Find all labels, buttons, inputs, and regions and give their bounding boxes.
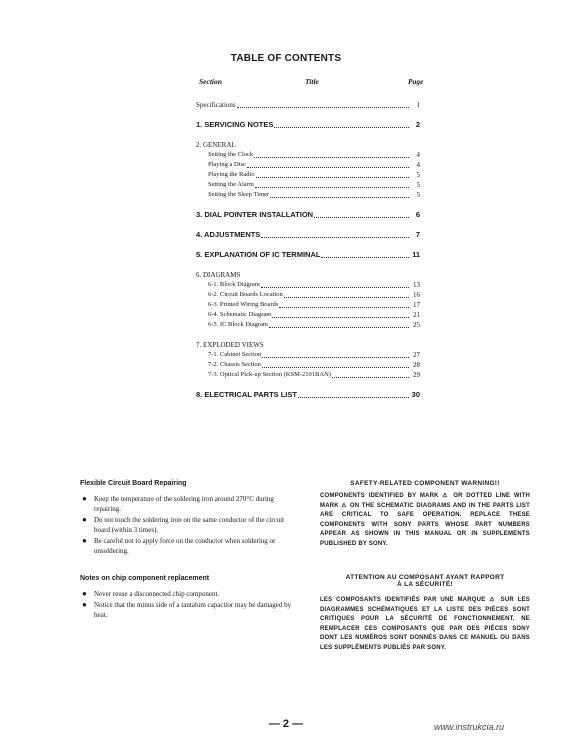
dot-leader [274, 127, 409, 128]
toc-spacer [196, 240, 420, 250]
chip-list [80, 589, 298, 621]
bullet-item [80, 600, 298, 620]
column-header-section: Section [199, 77, 222, 86]
bullet-icon: ● [82, 494, 87, 503]
toc-entry-page: 4 [416, 161, 420, 169]
toc-entry [196, 150, 420, 160]
toc-entry-page: 1 [416, 101, 420, 109]
column-header-title: Title [305, 77, 319, 86]
toc-entry [196, 360, 420, 370]
bullet-item [80, 536, 298, 556]
bullet-icon: ● [82, 600, 87, 609]
dot-leader [332, 377, 409, 378]
toc-entry-page: 11 [412, 250, 420, 259]
toc-entry [196, 210, 420, 220]
bullet-item [80, 589, 298, 599]
toc-entry-label: Setting the Sleep Timer [208, 191, 270, 198]
toc-entry [196, 270, 420, 280]
dot-leader [255, 187, 409, 188]
toc-entry-page: 16 [413, 291, 420, 299]
toc-entry-page: 17 [413, 301, 420, 309]
toc-entry-page: 5 [416, 181, 420, 189]
toc-entry-label: 6. DIAGRAMS [196, 271, 241, 279]
dot-leader [254, 157, 409, 158]
bullet-icon: ● [82, 536, 87, 545]
toc-spacer [196, 220, 420, 230]
bullet-icon: ● [82, 515, 87, 524]
toc-entry [196, 250, 420, 260]
dot-leader [237, 107, 409, 108]
toc-entry-page: 5 [416, 171, 420, 179]
table-of-contents [196, 100, 420, 400]
toc-entry-label: 6-1. Block Diagram [208, 281, 260, 288]
toc-entry-label: 6-5. IC Block Diagram [208, 321, 268, 328]
toc-spacer [196, 200, 420, 210]
dot-leader [262, 367, 409, 368]
toc-entry [196, 230, 420, 240]
safety-warning-text: COMPONENTS IDENTIFIED BY MARK ⚠ OR DOTTED LINE WITH MARK ⚠ ON THE SCHEMATIC DIAGRAMS AND IN THE PARTS LIST ARE CRITICAL TO SAFE OPERATION. REPLACE THESE COMPONENTS WITH SONY PARTS WHOSE PART NUMBERS APPEAR AS SHOWN IN THIS MANUAL OR IN SUPPLEMENTS PUBLISHED BY SONY. [320, 493, 530, 547]
safety-warning-heading-fr: ATTENTION AU COMPOSANT AYANT RAPPORT À LA SÉCURITÉ! [345, 574, 505, 588]
flex-board-heading: Flexible Circuit Board Repairing [80, 480, 187, 487]
toc-entry-page: 30 [411, 390, 420, 399]
toc-entry-label: Playing a Disc [208, 161, 246, 168]
toc-entry-label: 4. ADJUSTMENTS [196, 230, 261, 239]
chip-heading: Notes on chip component replacement [80, 575, 210, 582]
dot-leader [298, 397, 409, 398]
toc-spacer [196, 330, 420, 340]
bullet-icon: ● [82, 589, 87, 598]
flex-board-list [80, 494, 298, 557]
dot-leader [314, 217, 409, 218]
watermark: www.instrukcia.ru [434, 722, 505, 732]
toc-entry-page: 6 [415, 210, 420, 219]
dot-leader [262, 357, 409, 358]
bullet-text: Be careful not to apply force on the conductor when soldering or unsoldering. [94, 537, 276, 555]
bullet-text: Keep the temperature of the soldering iron around 270°C during repairing. [94, 495, 274, 513]
toc-entry [196, 170, 420, 180]
toc-entry-label: Setting the Alarm [208, 181, 254, 188]
bullet-text: Never reuse a disconnected chip component. [94, 590, 220, 598]
toc-entry [196, 140, 420, 150]
toc-entry [196, 340, 420, 350]
toc-entry [196, 180, 420, 190]
safety-warning-text-fr: LES COMPOSANTS IDENTIFIÉS PAR UNE MARQUE ⚠ SUR LES DIAGRAMMES SCHÉMATIQUES ET LA LISTE DES PIÈCES SONT CRITIQUES POUR LA SÉCURITÉ DE FONCTIONNEMENT. NE REMPLACER CES COMPOSANTS QUE PAR DES PIÈCES SONY DONT LES NUMÉROS SONT DONNÉS DANS CE MANUEL OU DANS LES SUPPLÉMENTS PUBLIÉS PAR SONY. [320, 597, 530, 651]
toc-entry-label: 6-3. Printed Wiring Boards [208, 301, 279, 308]
toc-entry [196, 350, 420, 360]
toc-spacer [196, 260, 420, 270]
dot-leader [247, 167, 409, 168]
toc-spacer [196, 380, 420, 390]
toc-entry [196, 120, 420, 130]
toc-entry-label: 2. GENERAL [196, 141, 236, 149]
toc-entry-label: Setting the Clock [208, 151, 254, 158]
dot-leader [261, 237, 409, 238]
bullet-text: Notice that the minus side of a tantalum capacitor may be damaged by heat. [94, 601, 292, 619]
dot-leader [284, 297, 409, 298]
toc-entry-label: 8. ELECTRICAL PARTS LIST [196, 390, 297, 399]
toc-entry-page: 7 [415, 230, 420, 239]
toc-entry-label: 3. DIAL POINTER INSTALLATION [196, 210, 314, 219]
toc-entry-page: 27 [413, 351, 420, 359]
safety-warning-heading: SAFETY-RELATED COMPONENT WARNING!! [350, 480, 500, 487]
toc-entry-label: 6-4. Schematic Diagram [208, 311, 272, 318]
toc-spacer [196, 130, 420, 140]
dot-leader [261, 287, 409, 288]
toc-entry-label: 7. EXPLODED VIEWS [196, 341, 264, 349]
toc-entry-label: 1. SERVICING NOTES [196, 120, 274, 129]
toc-entry [196, 390, 420, 400]
dot-leader [270, 197, 409, 198]
toc-entry-label: 7-1. Cabinet Section [208, 351, 262, 358]
toc-entry-label: Specifications [196, 101, 236, 109]
dot-leader [321, 257, 409, 258]
toc-entry [196, 160, 420, 170]
bullet-item [80, 515, 298, 535]
toc-entry [196, 100, 420, 110]
toc-entry-page: 4 [416, 151, 420, 159]
toc-entry-page: 21 [413, 311, 420, 319]
toc-entry-page: 25 [413, 321, 420, 329]
bullet-text: Do not touch the soldering iron on the same conductor of the circuit board (within 3 times). [94, 516, 285, 534]
dot-leader [256, 177, 409, 178]
toc-entry-label: 7-3. Optical Pick-up Section (KSM-2101BAN) [208, 371, 331, 378]
toc-entry [196, 310, 420, 320]
toc-entry [196, 290, 420, 300]
toc-entry-label: Playing the Radio [208, 171, 255, 178]
toc-entry [196, 320, 420, 330]
bullet-item [80, 494, 298, 514]
toc-entry [196, 370, 420, 380]
toc-entry [196, 300, 420, 310]
dot-leader [272, 317, 409, 318]
toc-entry-label: 5. EXPLANATION OF IC TERMINAL [196, 250, 321, 259]
column-header-page: Page [408, 77, 424, 86]
toc-entry [196, 190, 420, 200]
toc-entry-label: 7-2. Chassis Section [208, 361, 261, 368]
page-number: — 2 — [268, 718, 304, 730]
toc-entry-page: 5 [416, 191, 420, 199]
toc-entry-page: 2 [415, 120, 420, 129]
toc-entry-page: 28 [413, 361, 420, 369]
dot-leader [279, 307, 409, 308]
toc-entry-label: 6-2. Circuit Boards Location [208, 291, 283, 298]
toc-entry-page: 29 [413, 371, 420, 379]
toc-entry [196, 280, 420, 290]
dot-leader [269, 327, 409, 328]
toc-entry-page: 13 [413, 281, 420, 289]
page-title: TABLE OF CONTENTS [230, 53, 342, 64]
toc-spacer [196, 110, 420, 120]
